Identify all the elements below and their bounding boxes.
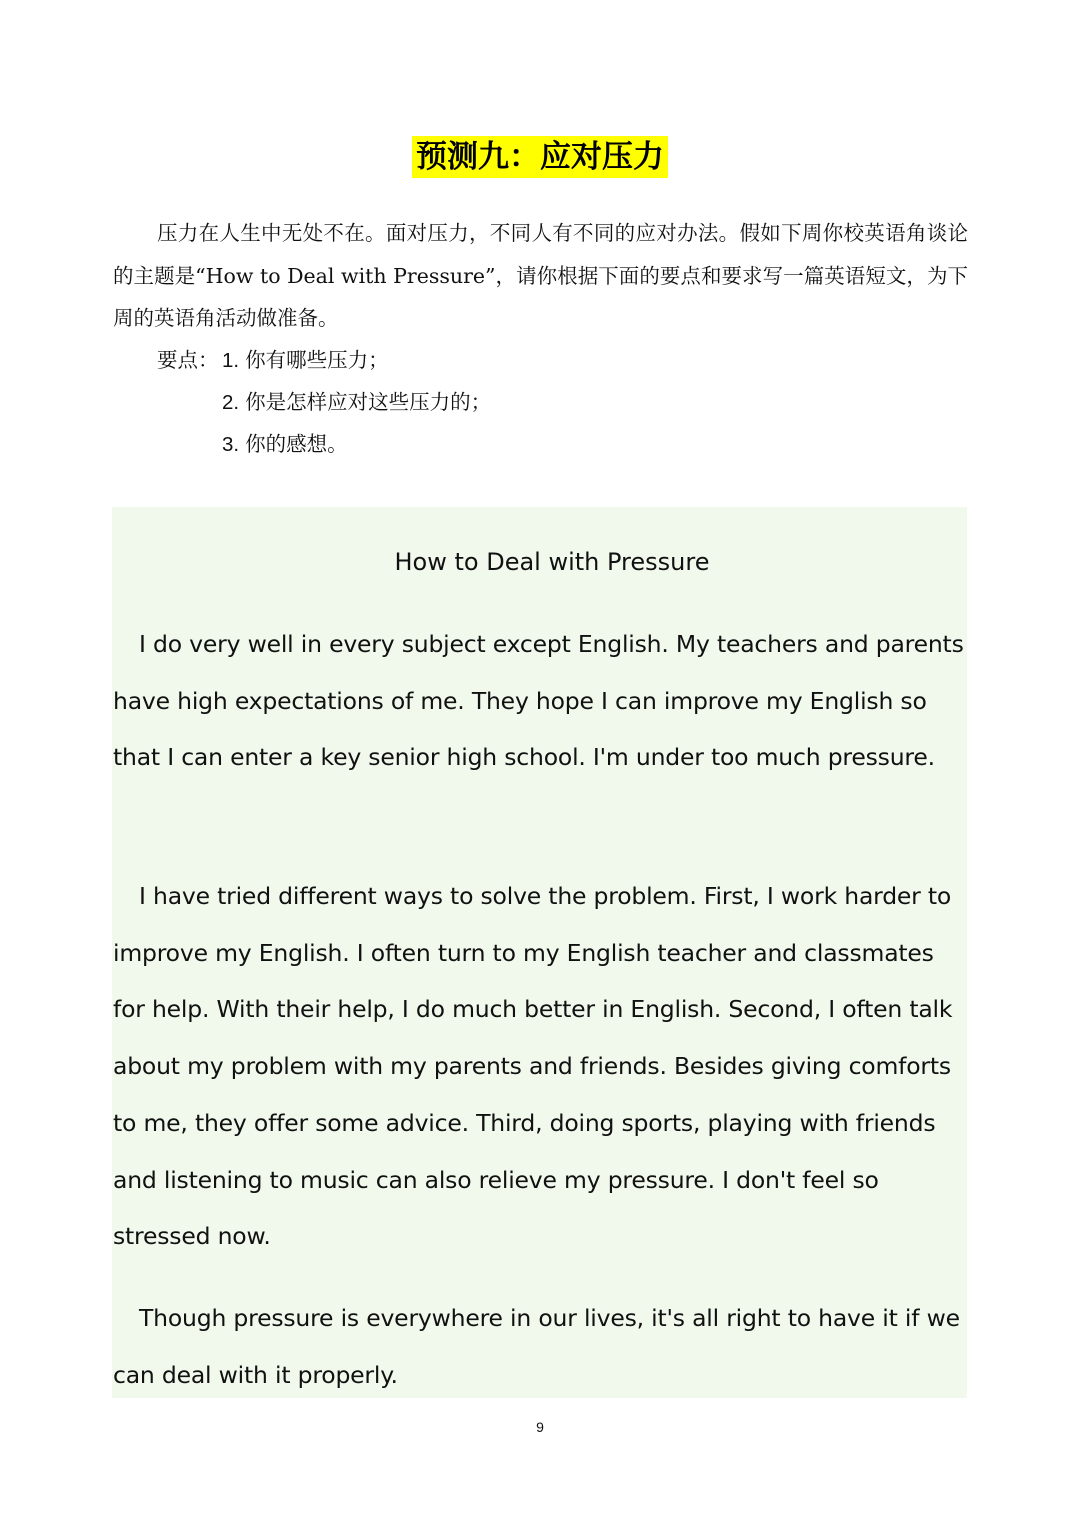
point-text: 你有哪些压力； [245,348,389,372]
point-item [222,339,389,383]
essay-title: How to Deal with Pressure [394,548,710,576]
essay-paragraph: Though pressure is everywhere in our lives, it's all right to have it if we can deal with it properly. [113,1304,960,1389]
point-number: 2. [222,391,240,414]
essay-paragraph: I do very well in every subject except English. My teachers and parents have high expectations of me. They hope I can improve my English so that I can enter a key senior high school. I'm under too much pressure. [113,630,964,772]
prompt-section [113,212,968,340]
point-text: 你的感想。 [245,432,348,456]
points-label: 要点： [157,348,219,372]
page-number: 9 [536,1419,544,1435]
title-container [0,136,1080,178]
prompt-paragraph: 压力在人生中无处不在。面对压力，不同人有不同的应对办法。假如下周你校英语角谈论的主题是“How to Deal with Pressure”，请你根据下面的要点和要求写一篇英语短文，为下周的英语角活动做准备。 [113,221,968,330]
essay-paragraph: I have tried different ways to solve the problem. First, I work harder to improve my English. I often turn to my English teacher and classmates for help. With their help, I do much better in English. Second, I often talk about my problem with my parents and friends. Besides giving comforts to me, they offer some advice. Third, doing sports, playing with friends and listening to music can also relieve my pressure. I don't feel so stressed now. [113,882,953,1251]
point-text: 你是怎样应对这些压力的； [245,390,492,414]
point-item [222,423,348,467]
point-number: 1. [222,349,240,372]
point-item [222,381,491,425]
point-number: 3. [222,433,240,456]
page-title: 预测九：应对压力 [412,136,668,178]
